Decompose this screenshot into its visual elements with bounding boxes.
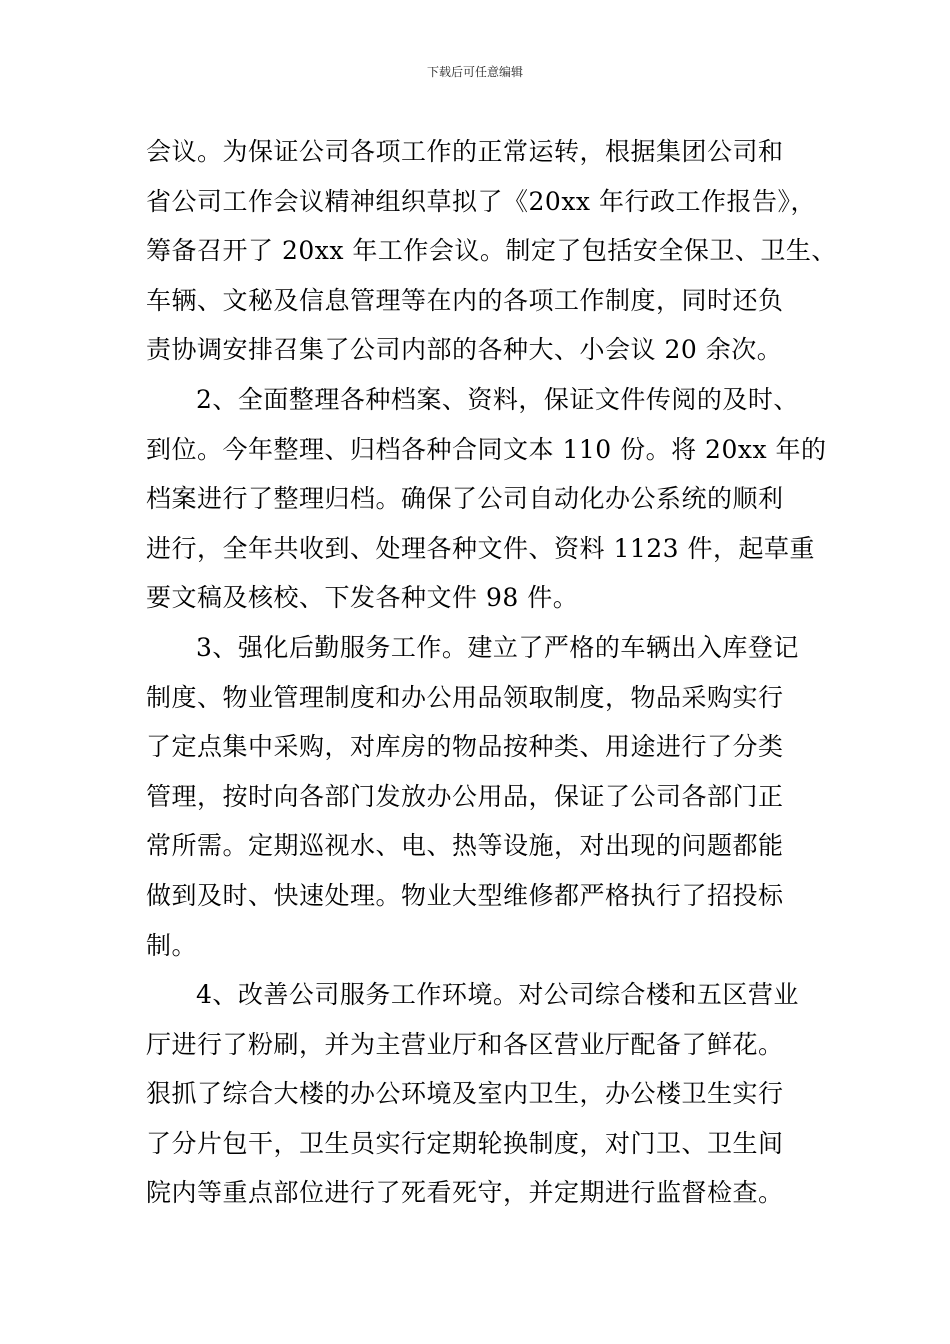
text-line: 2、全面整理各种档案、资料，保证文件传阅的及时、 xyxy=(196,384,799,414)
text-line: 责协调安排召集了公司内部的各种大、小会议 20 余次。 xyxy=(146,335,783,365)
text-line: 档案进行了整理归档。确保了公司自动化办公系统的顺利 xyxy=(146,484,784,514)
text-line: 制度、物业管理制度和办公用品领取制度，物品采购实行 xyxy=(146,682,784,712)
text-line: 狠抓了综合大楼的办公环境及室内卫生，办公楼卫生实行 xyxy=(146,1079,784,1109)
text-line: 车辆、文秘及信息管理等在内的各项工作制度，同时还负 xyxy=(146,285,784,315)
text-line: 常所需。定期巡视水、电、热等设施，对出现的问题都能 xyxy=(146,831,784,861)
text-line: 会议。为保证公司各项工作的正常运转，根据集团公司和 xyxy=(146,137,784,166)
header-note: 下载后可任意编辑 xyxy=(426,65,523,79)
text-line: 了定点集中采购，对库房的物品按种类、用途进行了分类 xyxy=(146,732,784,762)
text-line: 到位。今年整理、归档各种合同文本 110 份。将 20xx 年的 xyxy=(146,434,827,464)
text-line: 了分片包干，卫生员实行定期轮换制度，对门卫、卫生间 xyxy=(146,1128,784,1158)
text-line: 厅进行了粉刷，并为主营业厅和各区营业厅配备了鲜花。 xyxy=(146,1029,784,1059)
text-line: 3、强化后勤服务工作。建立了严格的车辆出入库登记 xyxy=(196,632,799,662)
text-line: 省公司工作会议精神组织草拟了《20xx 年行政工作报告》， xyxy=(146,186,816,216)
text-line: 进行，全年共收到、处理各种文件、资料 1123 件，起草重 xyxy=(146,533,816,563)
document-body xyxy=(146,127,837,1218)
text-line: 院内等重点部位进行了死看死守，并定期进行监督检查。 xyxy=(146,1178,784,1208)
text-line: 4、改善公司服务工作环境。对公司综合楼和五区营业 xyxy=(196,980,799,1010)
text-line: 制。 xyxy=(146,930,198,960)
text-line: 要文稿及核校、下发各种文件 98 件。 xyxy=(146,583,579,613)
text-line: 做到及时、快速处理。物业大型维修都严格执行了招投标 xyxy=(146,880,784,910)
text-line: 管理，按时向各部门发放办公用品，保证了公司各部门正 xyxy=(146,781,784,811)
text-line: 筹备召开了 20xx 年工作会议。制定了包括安全保卫、卫生、 xyxy=(146,236,837,266)
